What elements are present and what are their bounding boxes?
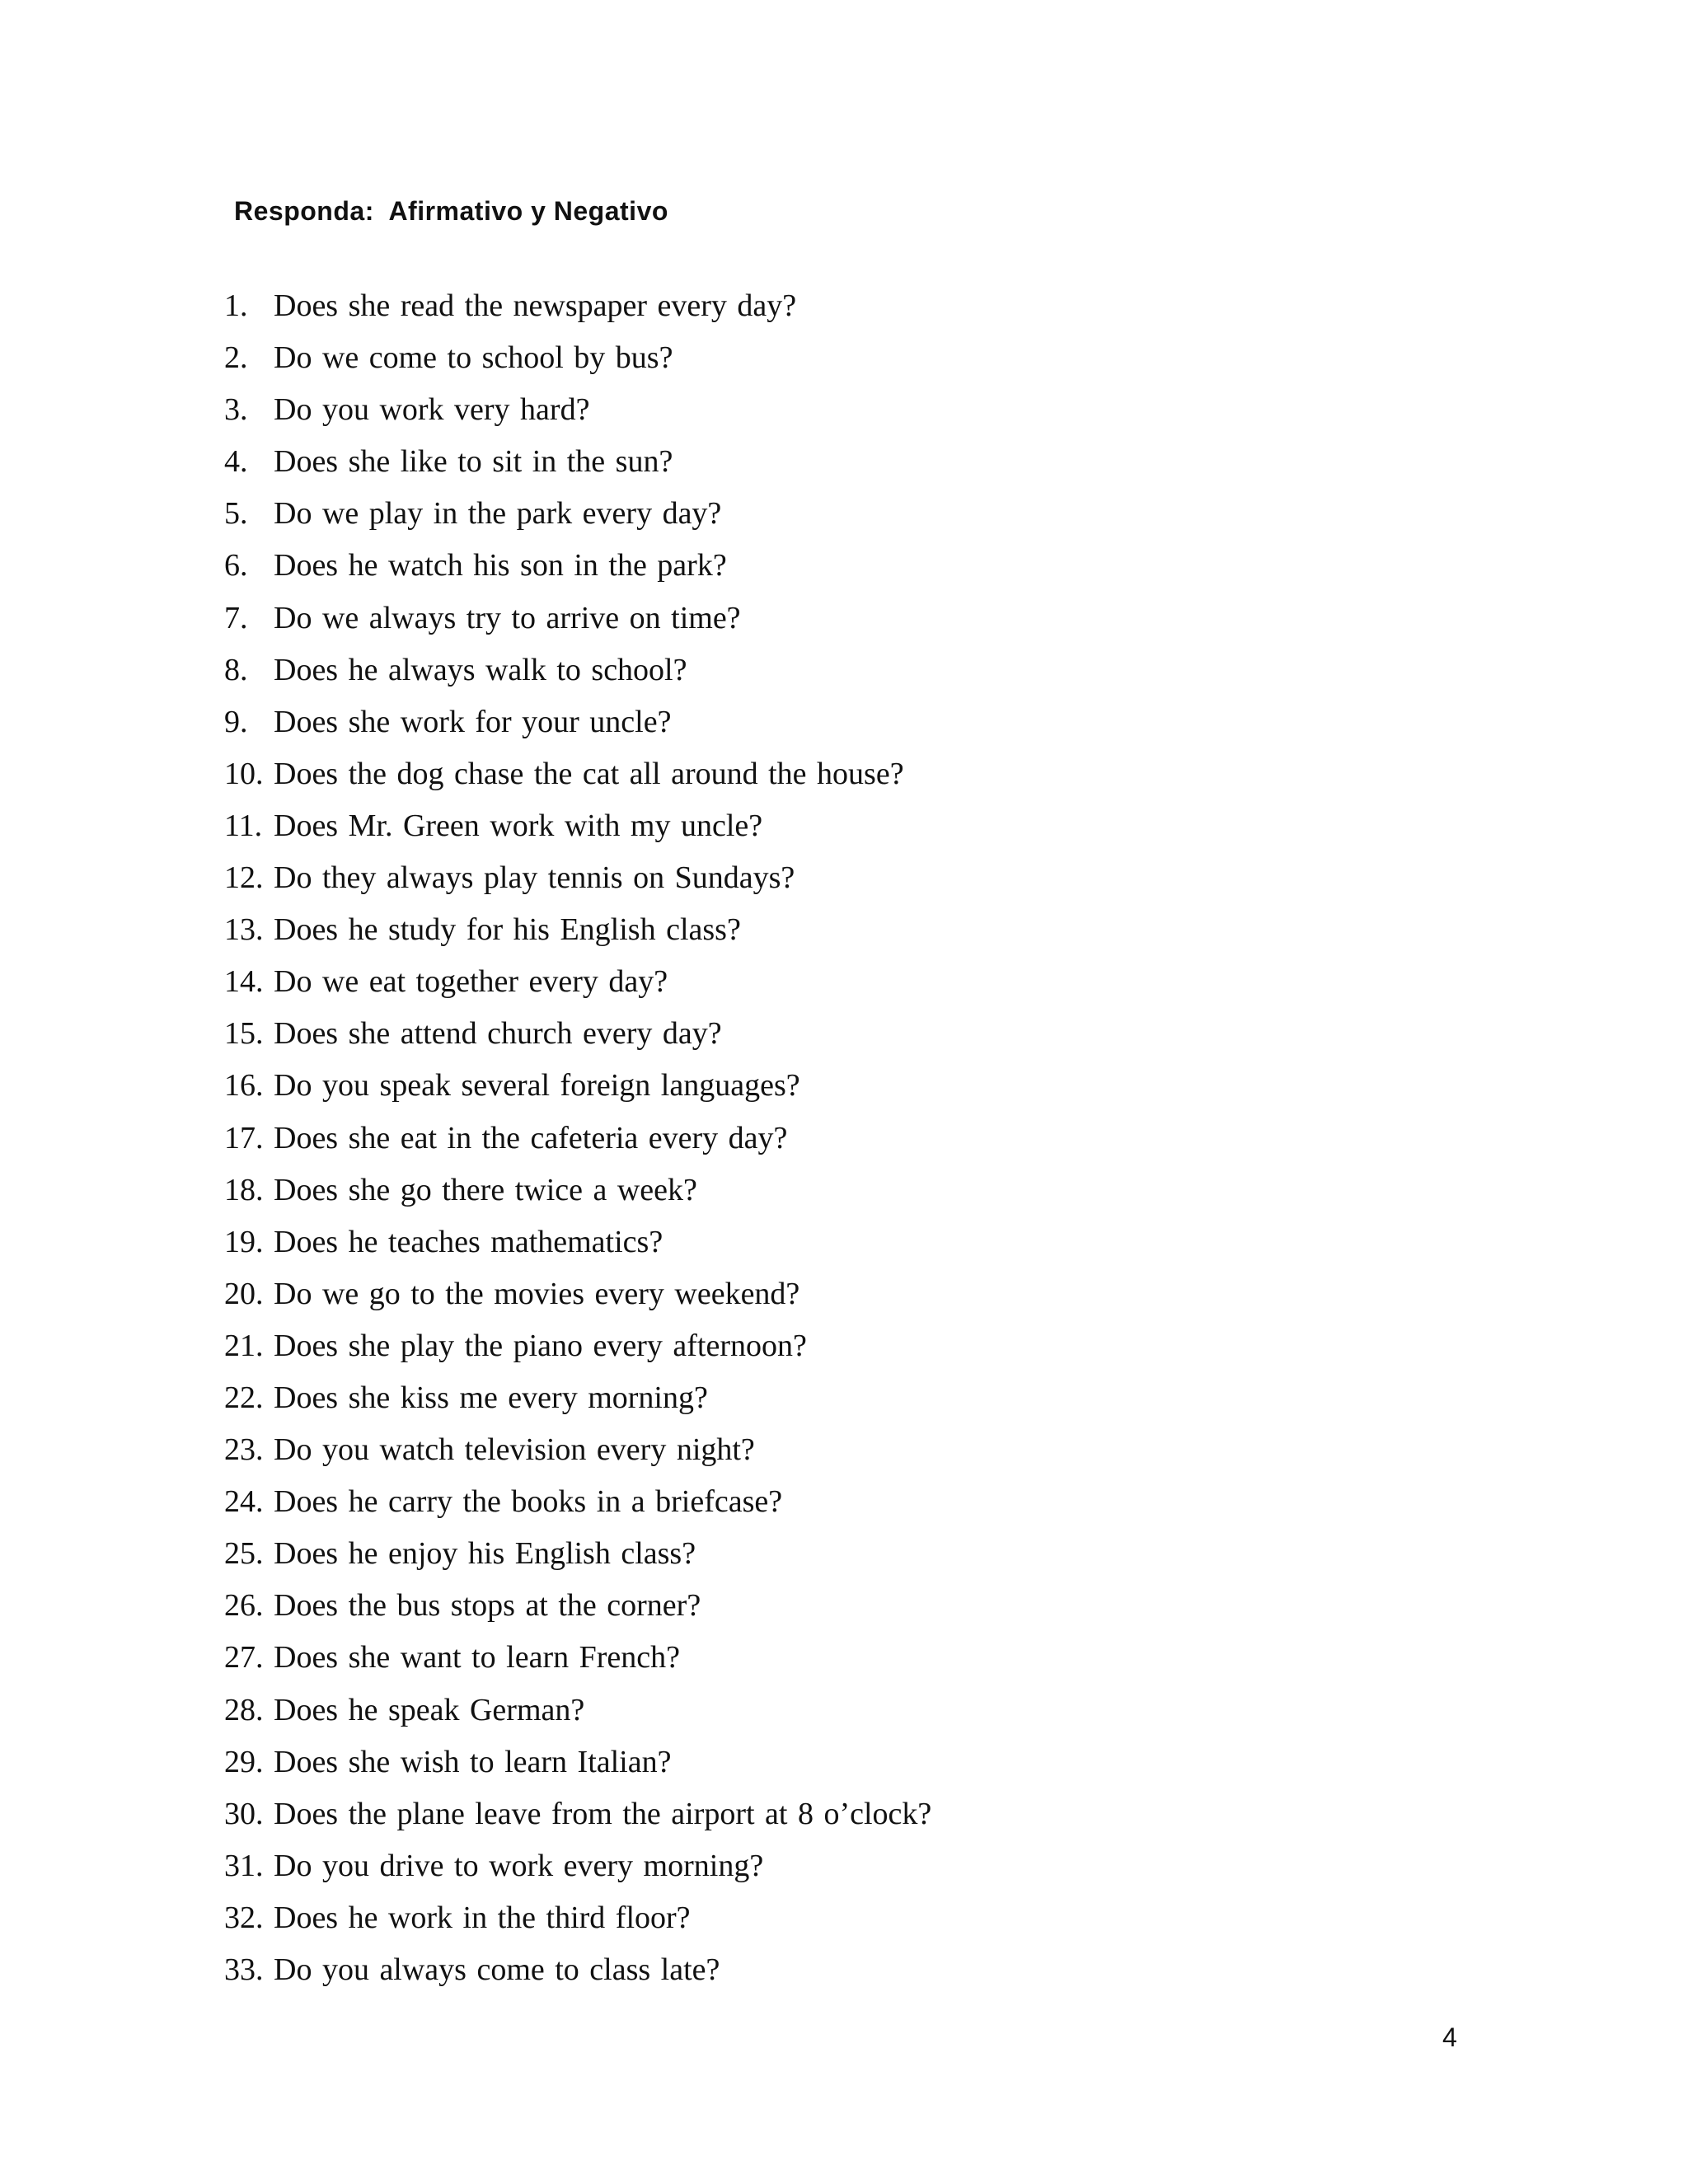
- question-number: 26.: [224, 1588, 264, 1624]
- question-text: Does she go there twice a week?: [274, 1172, 697, 1207]
- question-number: 6.: [224, 548, 248, 583]
- question-number: 1.: [224, 288, 248, 323]
- question-text: Does the dog chase the cat all around the house?: [274, 756, 904, 791]
- question-item: [224, 593, 931, 644]
- question-item: [224, 1113, 931, 1165]
- question-text: Does he teaches mathematics?: [274, 1224, 663, 1259]
- question-item: [224, 956, 931, 1008]
- question-item: [224, 852, 931, 904]
- question-item: [224, 1892, 931, 1944]
- question-item: [224, 1165, 931, 1216]
- question-number: 11.: [224, 808, 263, 843]
- question-number: 9.: [224, 704, 248, 739]
- page-number: 4: [1442, 2022, 1457, 2052]
- question-text: Do they always play tennis on Sundays?: [274, 860, 795, 896]
- question-number: 17.: [224, 1120, 264, 1155]
- question-text: Does she like to sit in the sun?: [274, 444, 673, 480]
- question-item: [224, 904, 931, 956]
- question-number: 21.: [224, 1328, 264, 1363]
- question-text: Do we always try to arrive on time?: [274, 600, 741, 635]
- question-text: Do we eat together every day?: [274, 964, 668, 1000]
- question-text: Do you drive to work every morning?: [274, 1848, 764, 1883]
- question-text: Does she attend church every day?: [274, 1016, 722, 1052]
- question-number: 4.: [224, 444, 248, 480]
- question-text: Does she kiss me every morning?: [274, 1380, 708, 1415]
- question-text: Do you watch television every night?: [274, 1432, 755, 1468]
- question-number: 29.: [224, 1744, 264, 1779]
- question-item: [224, 1685, 931, 1736]
- question-number: 14.: [224, 964, 264, 1000]
- question-item: [224, 1944, 931, 1996]
- question-item: [224, 1840, 931, 1892]
- question-number: 22.: [224, 1380, 264, 1415]
- question-number: 15.: [224, 1016, 264, 1052]
- question-item: [224, 1424, 931, 1476]
- question-item: [224, 280, 931, 332]
- question-item: [224, 696, 931, 748]
- question-number: 28.: [224, 1692, 264, 1727]
- question-text: Does the bus stops at the corner?: [274, 1588, 701, 1624]
- question-number: 19.: [224, 1224, 264, 1259]
- question-text: Do you speak several foreign languages?: [274, 1068, 800, 1104]
- question-text: Does she want to learn French?: [274, 1640, 681, 1675]
- question-item: [224, 332, 931, 384]
- question-number: 16.: [224, 1068, 264, 1104]
- question-number: 32.: [224, 1900, 264, 1935]
- question-item: [224, 1216, 931, 1268]
- question-number: 31.: [224, 1848, 264, 1883]
- question-text: Do we come to school by bus?: [274, 340, 673, 376]
- question-item: [224, 1632, 931, 1684]
- question-item: [224, 436, 931, 488]
- question-item: [224, 800, 931, 852]
- question-text: Does she play the piano every afternoon?: [274, 1328, 807, 1363]
- question-text: Does she eat in the cafeteria every day?: [274, 1120, 788, 1155]
- question-item: [224, 1372, 931, 1424]
- question-text: Does he watch his son in the park?: [274, 548, 727, 583]
- page-heading: Responda: Afirmativo y Negativo: [234, 196, 668, 226]
- question-number: 10.: [224, 756, 264, 791]
- question-text: Does he study for his English class?: [274, 912, 741, 948]
- question-text: Do you work very hard?: [274, 392, 590, 428]
- question-item: [224, 748, 931, 800]
- question-text: Does he always walk to school?: [274, 652, 687, 687]
- question-item: [224, 1736, 931, 1788]
- question-number: 24.: [224, 1484, 264, 1520]
- question-number: 25.: [224, 1536, 264, 1572]
- question-number: 20.: [224, 1276, 264, 1311]
- question-text: Does the plane leave from the airport at 8 o’clock?: [274, 1796, 932, 1831]
- question-number: 8.: [224, 652, 248, 687]
- question-text: Does Mr. Green work with my uncle?: [274, 808, 763, 843]
- question-item: [224, 1008, 931, 1060]
- question-text: Does he work in the third floor?: [274, 1900, 691, 1935]
- question-list: [224, 280, 931, 1996]
- question-item: [224, 644, 931, 696]
- question-item: [224, 1476, 931, 1528]
- question-item: [224, 1268, 931, 1320]
- question-item: [224, 384, 931, 436]
- question-item: [224, 1528, 931, 1580]
- question-text: Does he enjoy his English class?: [274, 1536, 696, 1572]
- question-number: 5.: [224, 496, 248, 532]
- question-item: [224, 1788, 931, 1840]
- question-number: 2.: [224, 340, 248, 376]
- question-item: [224, 1320, 931, 1372]
- question-number: 12.: [224, 860, 264, 896]
- question-item: [224, 488, 931, 540]
- question-text: Do you always come to class late?: [274, 1952, 720, 1987]
- question-item: [224, 1580, 931, 1632]
- question-number: 27.: [224, 1640, 264, 1675]
- question-text: Does she work for your uncle?: [274, 704, 672, 739]
- question-item: [224, 540, 931, 592]
- question-text: Does he speak German?: [274, 1692, 585, 1727]
- question-number: 7.: [224, 600, 248, 635]
- question-number: 23.: [224, 1432, 264, 1468]
- question-number: 30.: [224, 1796, 264, 1831]
- question-number: 13.: [224, 912, 264, 948]
- question-item: [224, 1060, 931, 1112]
- question-number: 18.: [224, 1172, 264, 1207]
- question-number: 33.: [224, 1952, 264, 1987]
- question-text: Do we play in the park every day?: [274, 496, 722, 532]
- question-text: Does she wish to learn Italian?: [274, 1744, 672, 1779]
- question-number: 3.: [224, 392, 248, 428]
- question-text: Does she read the newspaper every day?: [274, 288, 797, 323]
- question-text: Does he carry the books in a briefcase?: [274, 1484, 783, 1520]
- question-text: Do we go to the movies every weekend?: [274, 1276, 800, 1311]
